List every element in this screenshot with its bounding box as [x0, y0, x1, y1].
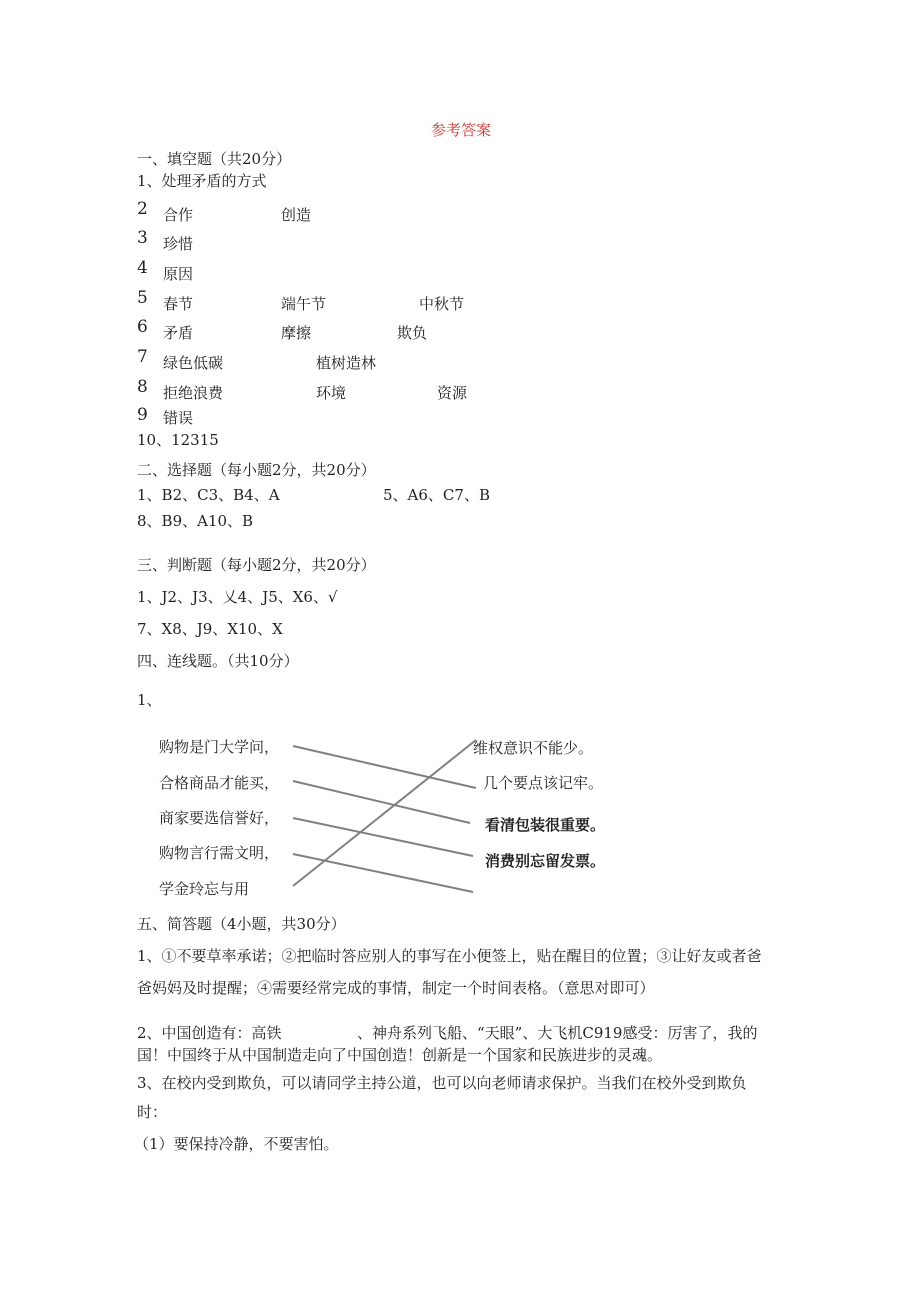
answer-paragraph-line: 2、中国创造有：高铁 [137, 1024, 282, 1042]
section5-heading: 五、简答题（4小题，共30分） [137, 915, 346, 933]
section2-heading: 二、选择题（每小题2分，共20分） [137, 461, 376, 479]
answer-number: 9 [137, 405, 148, 425]
section4-heading: 四、连线题。（共10分） [137, 652, 299, 670]
answer-text: 创造 [281, 206, 312, 224]
match-line [293, 781, 470, 823]
answer-text: 资源 [437, 384, 468, 402]
judgement-answers-line: 7、X8、J9、X10、X [137, 620, 283, 638]
answer-text: 摩擦 [281, 324, 312, 342]
answer-text: 欺负 [397, 324, 428, 342]
answer-text: 矛盾 [163, 324, 194, 342]
answer-paragraph-line: 1、①不要草率承诺；②把临时答应别人的事写在小便签上，贴在醒目的位置；③让好友或者爸 [137, 947, 762, 965]
section1-heading: 一、填空题（共20分） [137, 150, 292, 168]
answer-number: 3 [137, 228, 148, 248]
matching-left-item: 学金玲忘与用 [159, 880, 250, 898]
answer-number: 8 [137, 377, 148, 397]
judgement-answers-line: 1、J2、J3、乂4、J5、X6、√ [137, 588, 338, 606]
answer-number: 6 [137, 317, 148, 337]
answer-paragraph-line: （1）要保持冷静，不要害怕。 [134, 1135, 339, 1153]
answer-paragraph-line: 、神舟系列飞船、“天眼”、大飞机C919感受：厉害了，我的 [357, 1024, 758, 1042]
matching-right-item: 看清包装很重要。 [485, 816, 606, 834]
answer-number: 2 [137, 199, 148, 219]
section1-q1: 1、处理矛盾的方式 [137, 172, 267, 190]
match-line [293, 740, 476, 886]
section4-q1: 1、 [137, 691, 162, 709]
answer-text: 端午节 [281, 295, 327, 313]
answer-paragraph-line: 国！中国终于从中国制造走向了中国创造！创新是一个国家和民族进步的灵魂。 [137, 1046, 663, 1064]
answer-text: 中秋节 [419, 295, 465, 313]
answer-number: 7 [137, 347, 148, 367]
match-line [293, 854, 473, 892]
matching-right-item: 几个要点该记牢。 [483, 774, 604, 792]
matching-left-item: 商家要选信誉好， [159, 809, 280, 827]
answer-number: 5 [137, 288, 148, 308]
answer-text: 珍惜 [163, 235, 194, 253]
answer-text: 拒绝浪费 [163, 384, 224, 402]
matching-right-item: 维权意识不能少。 [473, 739, 594, 757]
section1-q10: 10、12315 [137, 431, 219, 449]
match-line [293, 746, 476, 788]
choice-answers-line: 8、B9、A10、B [137, 512, 254, 530]
matching-left-item: 合格商品才能买， [159, 774, 280, 792]
matching-right-item: 消费别忘留发票。 [485, 852, 606, 870]
answer-number: 4 [137, 258, 148, 278]
matching-left-item: 购物言行需文明， [159, 844, 280, 862]
answer-paragraph-line: 3、在校内受到欺负，可以请同学主持公道，也可以向老师请求保护。当我们在校外受到欺负 [137, 1074, 747, 1092]
choice-answers-line: 5、A6、C7、B [383, 486, 490, 504]
answer-paragraph-line: 爸妈妈及时提醒；④需要经常完成的事情，制定一个时间表格。（意思对即可） [137, 979, 655, 997]
choice-answers-line: 1、B2、C3、B4、A [137, 486, 280, 504]
page-title: 参考答案 [431, 121, 492, 139]
answer-text: 春节 [163, 295, 194, 313]
answer-text: 绿色低碳 [163, 354, 224, 372]
answer-text: 错误 [163, 409, 194, 427]
answer-text: 植树造林 [316, 354, 377, 372]
matching-left-item: 购物是门大学问， [159, 738, 280, 756]
answer-text: 合作 [163, 206, 194, 224]
answer-text: 原因 [163, 265, 194, 283]
match-line [293, 818, 473, 856]
answer-paragraph-line: 时： [137, 1103, 168, 1121]
section3-heading: 三、判断题（每小题2分，共20分） [137, 556, 376, 574]
answer-text: 环境 [316, 384, 347, 402]
